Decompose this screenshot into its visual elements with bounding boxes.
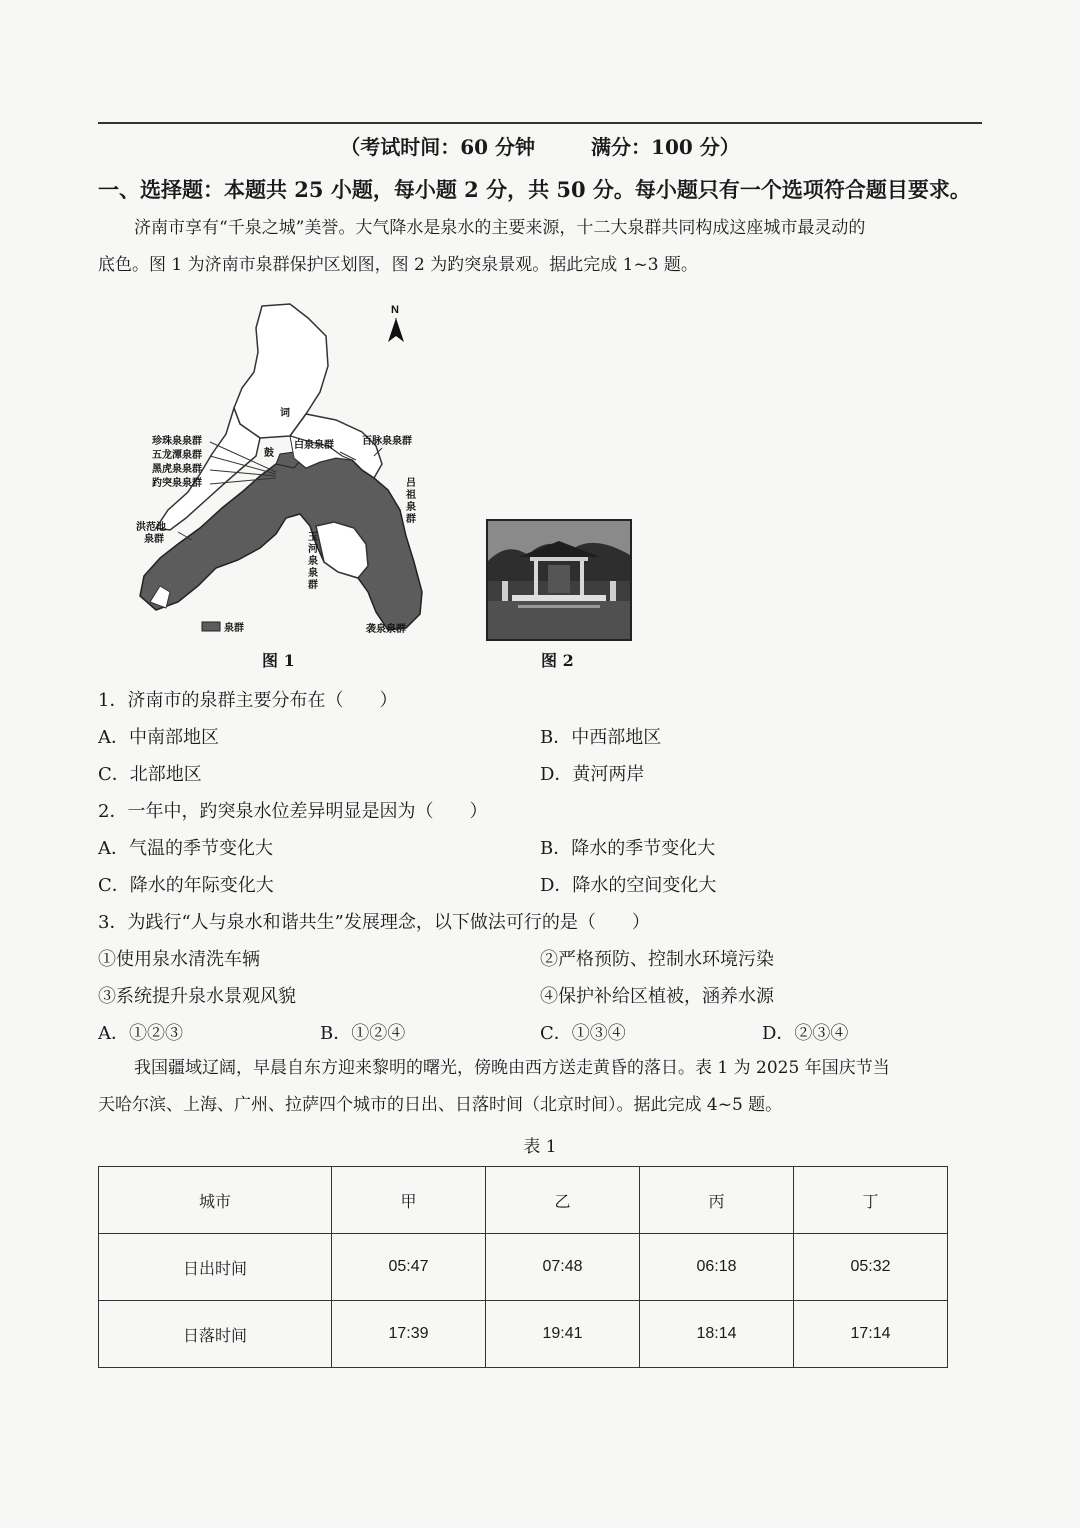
q1-stem: 1．济南市的泉群主要分布在（ ） bbox=[98, 690, 398, 711]
table-cell: 17:14 bbox=[794, 1301, 948, 1368]
table-cell: 17:39 bbox=[332, 1301, 486, 1368]
spring-zone-map bbox=[130, 296, 430, 641]
label-hongfanchi-2: 泉群 bbox=[144, 534, 164, 545]
label-xiaoquan: 袭泉泉群 bbox=[366, 624, 406, 635]
label-lvzu-2: 祖 bbox=[406, 490, 416, 501]
q3-option-a: A．①②③ bbox=[98, 1023, 183, 1044]
table-header-cell: 乙 bbox=[486, 1167, 640, 1234]
q3-option-c: C．①③④ bbox=[540, 1023, 626, 1044]
q1-option-d: D．黄河两岸 bbox=[540, 764, 645, 785]
q3-stem: 3．为践行“人与泉水和谐共生”发展理念，以下做法可行的是（ ） bbox=[98, 912, 650, 933]
exam-info bbox=[0, 131, 1080, 160]
sun-times-table bbox=[98, 1166, 948, 1368]
table-caption: 表 1 bbox=[523, 1137, 557, 1157]
label-lvzu-1: 吕 bbox=[406, 478, 416, 489]
passage-2-line-2: 天哈尔滨、上海、广州、拉萨四个城市的日出、日落时间（北京时间）。据此完成 4~5 题。 bbox=[98, 1095, 783, 1115]
table-header-cell: 丙 bbox=[640, 1167, 794, 1234]
label-hongfanchi-1: 洪范池 bbox=[136, 522, 166, 533]
q1-option-b: B．中西部地区 bbox=[540, 727, 662, 748]
legend-label: 泉群 bbox=[224, 623, 244, 634]
table-cell: 05:32 bbox=[794, 1234, 948, 1301]
figure-1-caption: 图 1 bbox=[262, 651, 295, 670]
q1-option-c: C．北部地区 bbox=[98, 764, 202, 785]
table-header-cell: 甲 bbox=[332, 1167, 486, 1234]
q3-option-b: B．①②④ bbox=[320, 1023, 406, 1044]
table-cell: 18:14 bbox=[640, 1301, 794, 1368]
q1-option-a: A．中南部地区 bbox=[98, 727, 219, 748]
table-header-cell: 城市 bbox=[99, 1167, 332, 1234]
label-lvzu-4: 群 bbox=[406, 514, 416, 525]
label-yuhe-1: 玉 bbox=[308, 532, 318, 543]
label-ci: 词 bbox=[280, 408, 290, 419]
exam-score: 满分：100 分） bbox=[591, 135, 740, 159]
label-baimai: 百脉泉泉群 bbox=[362, 436, 412, 447]
north-label: N bbox=[391, 304, 399, 316]
q3-statement-3: ③系统提升泉水景观风貌 bbox=[98, 986, 296, 1007]
label-baotu: 趵突泉泉群 bbox=[152, 478, 202, 489]
header-rule bbox=[98, 122, 982, 124]
label-lvzu-3: 泉 bbox=[406, 502, 416, 513]
table-row bbox=[99, 1234, 948, 1301]
label-zhenzhu: 珍珠泉泉群 bbox=[152, 436, 202, 447]
table-cell: 日落时间 bbox=[99, 1301, 332, 1368]
passage-1 bbox=[98, 210, 982, 284]
q2-option-d: D．降水的空间变化大 bbox=[540, 875, 717, 896]
passage-2 bbox=[98, 1050, 982, 1124]
passage-1-line-2: 底色。图 1 为济南市泉群保护区划图，图 2 为趵突泉景观。据此完成 1~3 题。 bbox=[98, 255, 698, 275]
label-wulongtan: 五龙潭泉群 bbox=[152, 450, 202, 461]
legend-swatch bbox=[202, 622, 220, 631]
label-yuhe-2: 河 bbox=[308, 544, 318, 555]
table-row bbox=[99, 1301, 948, 1368]
q3-statement-2: ②严格预防、控制水环境污染 bbox=[540, 949, 774, 970]
q3-option-d: D．②③④ bbox=[762, 1023, 849, 1044]
table-cell: 07:48 bbox=[486, 1234, 640, 1301]
q3-statement-4: ④保护补给区植被，涵养水源 bbox=[540, 986, 774, 1007]
figure-2-caption: 图 2 bbox=[541, 651, 574, 670]
table-cell: 06:18 bbox=[640, 1234, 794, 1301]
exam-time: （考试时间：60 分钟 bbox=[340, 135, 536, 159]
label-jiu: 鼓 bbox=[264, 448, 274, 459]
label-heihu: 黑虎泉泉群 bbox=[152, 464, 202, 475]
north-arrow-icon bbox=[388, 318, 404, 342]
table-cell: 05:47 bbox=[332, 1234, 486, 1301]
section-title: 一、选择题：本题共 25 小题，每小题 2 分，共 50 分。每小题只有一个选项符合题目要求。 bbox=[98, 177, 971, 202]
passage-1-line-1: 济南市享有“千泉之城”美誉。大气降水是泉水的主要来源，十二大泉群共同构成这座城市最灵动的 bbox=[134, 218, 866, 238]
label-yuhe-3: 泉 bbox=[308, 556, 318, 567]
q2-stem: 2．一年中，趵突泉水位差异明显是因为（ ） bbox=[98, 801, 488, 822]
label-yuhe-4: 泉 bbox=[308, 568, 318, 579]
q2-option-c: C．降水的年际变化大 bbox=[98, 875, 274, 896]
label-yuhe-5: 群 bbox=[308, 580, 318, 591]
q2-option-a: A．气温的季节变化大 bbox=[98, 838, 273, 859]
table-header-row bbox=[99, 1167, 948, 1234]
table-cell: 19:41 bbox=[486, 1301, 640, 1368]
table-header-cell: 丁 bbox=[794, 1167, 948, 1234]
passage-2-line-1: 我国疆域辽阔，早晨自东方迎来黎明的曙光，傍晚由西方送走黄昏的落日。表 1 为 2025 年国庆节当 bbox=[134, 1058, 890, 1078]
table-cell: 日出时间 bbox=[99, 1234, 332, 1301]
baotu-spring-photo bbox=[486, 519, 632, 641]
q3-statement-1: ①使用泉水清洗车辆 bbox=[98, 949, 260, 970]
label-baiquan: 白泉泉群 bbox=[294, 440, 334, 451]
q2-option-b: B．降水的季节变化大 bbox=[540, 838, 716, 859]
